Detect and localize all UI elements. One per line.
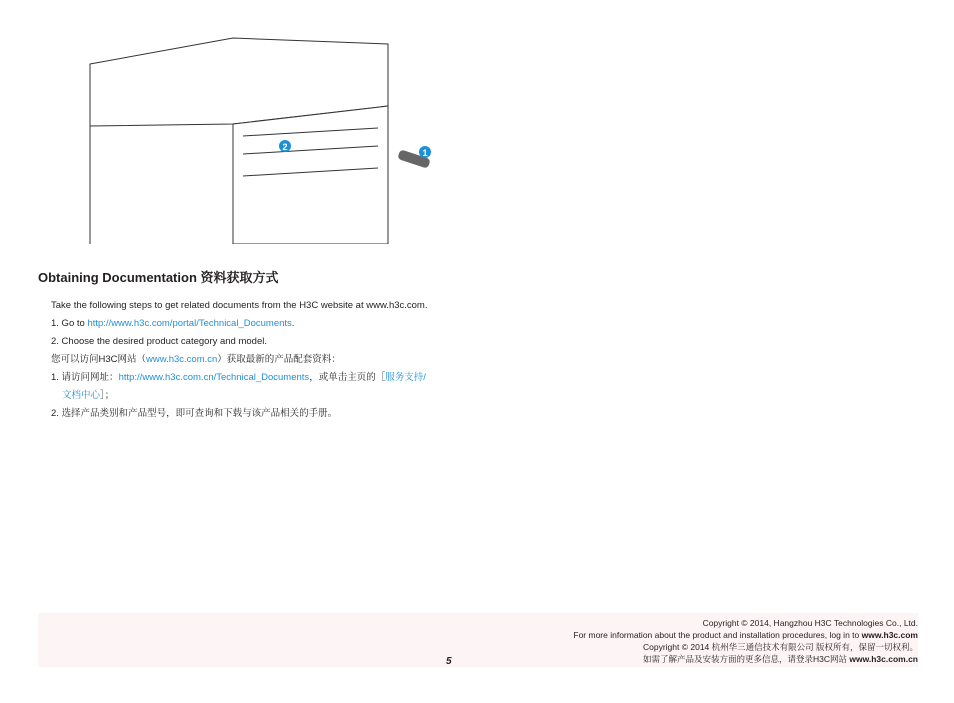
cn-step-2: 2. 选择产品类别和产品型号，即可查询和下载与该产品相关的手册。 (51, 408, 338, 419)
callout-2: 2 (282, 142, 288, 152)
cn-technical-docs-link[interactable]: http://www.h3c.com.cn/Technical_Documents (118, 372, 310, 383)
page-footer (38, 613, 918, 667)
step-2: 2. Choose the desired product category and model. (51, 336, 267, 347)
doc-center-link[interactable]: 文档中心 (62, 390, 101, 401)
page-number: 5 (446, 656, 452, 667)
documentation-steps: Take the following steps to get related documents from the H3C website at www.h3c.com. 1. Go to http://www.h3c.com/portal/Technical_Documents. 2. Choose the desired product category and model. 您可以访问H3C网站（www.h3c.com.cn）获取最新的产品配套资料： 1. 请访问网址：http://www.h3c.com.cn/Technical_Documents，或单击主页的［服务支持/ 文档中心］； 2. 选择产品类别和产品型号，即可查询和下载与该产品相关的手册。 (51, 297, 428, 423)
copyright-block: Copyright © 2014, Hangzhou H3C Technologies Co., Ltd. For more information about the product and installation procedures, log in to www.h3c.com Copyright © 2014 杭州华三通信技术有限公司 版权所有，保留一切权利。 如需了解产品及安装方面的更多信息，请登录H3C网站 www.h3c.com.cn (573, 618, 918, 664)
intro: Take the following steps to get related documents from the H3C website at www.h3c.com. (51, 300, 428, 311)
section-title: Obtaining Documentation 资料获取方式 (38, 270, 279, 285)
callout-1: 1 (422, 148, 428, 158)
h3c-cn-url[interactable]: www.h3c.com.cn (849, 654, 918, 664)
h3c-cn-link[interactable]: www.h3c.com.cn (146, 354, 218, 365)
technical-docs-link[interactable]: http://www.h3c.com/portal/Technical_Documents (87, 318, 292, 329)
h3c-com-url[interactable]: www.h3c.com (861, 630, 918, 640)
service-support-link[interactable]: 服务支持/ (385, 372, 426, 383)
chassis-installation-diagram (88, 36, 448, 244)
